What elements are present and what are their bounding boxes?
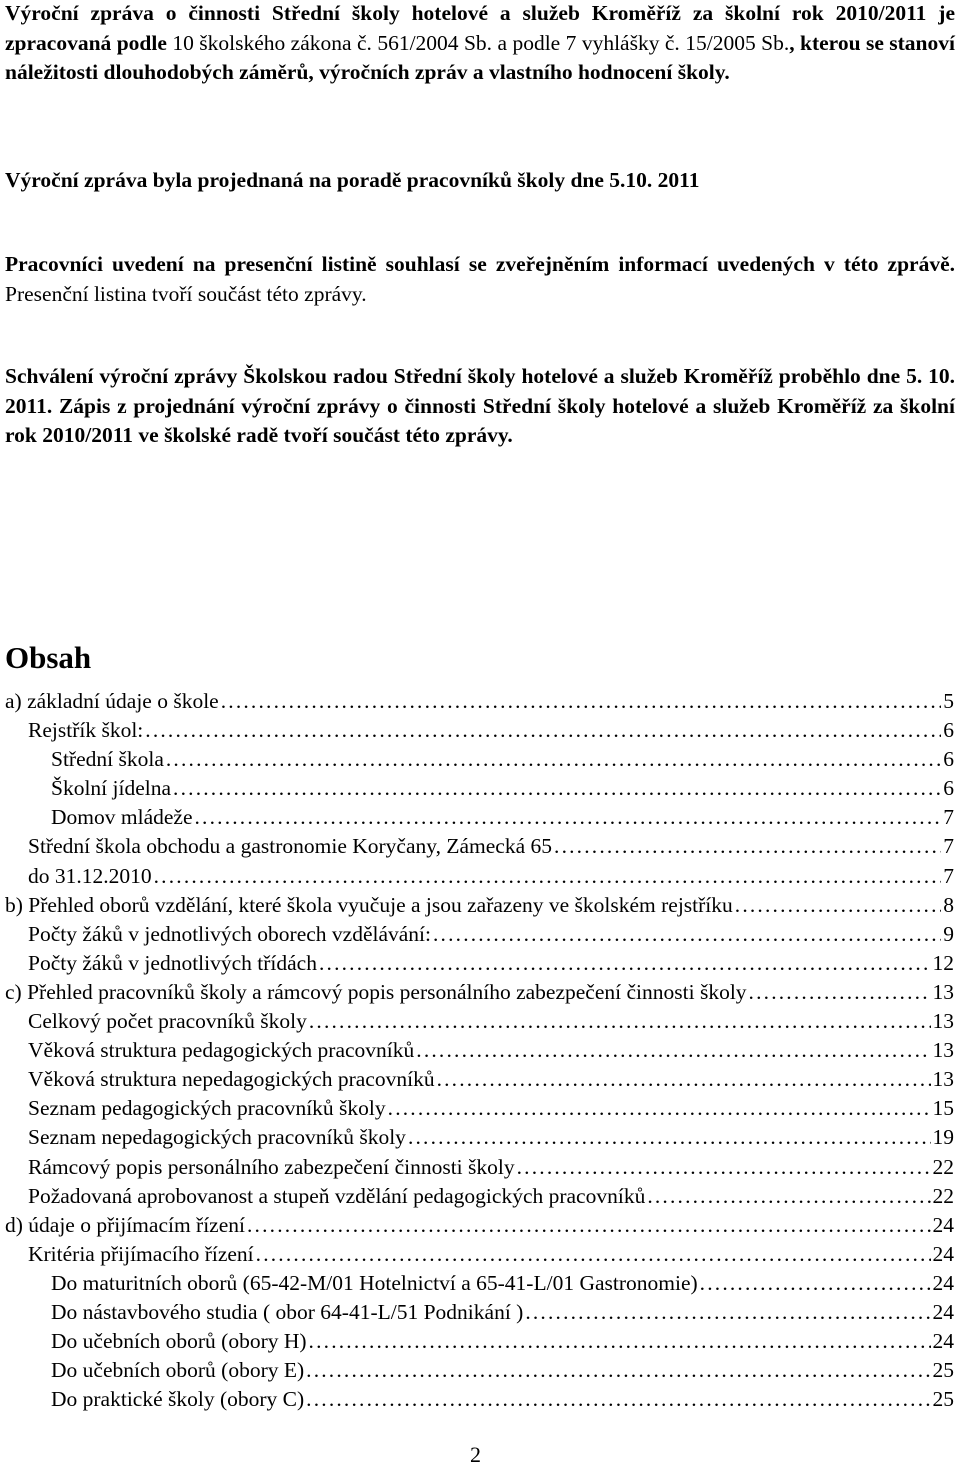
table-of-contents [5,687,954,1414]
toc-dot-leader [145,716,941,745]
toc-entry[interactable] [5,862,954,891]
toc-entry[interactable] [5,1036,954,1065]
toc-dot-leader [554,832,941,861]
toc-entry[interactable] [5,774,954,803]
toc-entry-page: 25 [932,1358,954,1383]
toc-entry[interactable] [5,920,954,949]
toc-entry-page: 9 [943,921,954,946]
toc-entry-title: Věková struktura nepedagogických pracovníků [28,1067,435,1092]
toc-entry[interactable] [5,716,954,745]
intro-text-4: , kterou se stanoví náležitosti dlouhodobých záměrů, výročních zpráv a vlastního hodnocení školy. [5,30,955,84]
toc-entry-title: Do praktické školy (obory C) [51,1387,305,1412]
workers-text-2: Presenční listina tvoří součást této zprávy. [5,281,367,306]
intro-text-2: 10 školského zákona č. 561/2004 Sb. a podle [166,30,566,55]
toc-entry-page: 7 [943,834,954,859]
toc-entry[interactable] [5,803,954,832]
toc-entry[interactable] [5,1153,954,1182]
toc-entry[interactable] [5,1269,954,1298]
toc-entry-title: do 31.12.2010 [28,863,152,888]
toc-entry[interactable] [5,949,954,978]
intro-paragraph [5,0,955,88]
toc-entry-page: 8 [943,892,954,917]
toc-entry[interactable] [5,1240,954,1269]
toc-entry[interactable] [5,1065,954,1094]
toc-dot-leader [309,1007,931,1036]
toc-entry-title: Seznam nepedagogických pracovníků školy [28,1125,406,1150]
toc-entry-title: Požadovaná aprobovanost a stupeň vzdělání pedagogických pracovníků [28,1183,646,1208]
toc-entry-title: Do učebních oborů (obory H) [51,1329,307,1354]
toc-entry-page: 22 [932,1183,954,1208]
toc-entry-page: 24 [932,1241,954,1266]
toc-entry[interactable] [5,1123,954,1152]
toc-entry[interactable] [5,1327,954,1356]
toc-entry-title: Počty žáků v jednotlivých oborech vzdělávání: [28,921,431,946]
toc-dot-leader [247,1211,931,1240]
toc-entry-title: b) Přehled oborů vzdělání, které škola vyučuje a jsou zařazeny ve školském rejstříku [5,892,733,917]
toc-dot-leader [433,920,941,949]
toc-dot-leader [647,1182,930,1211]
toc-entry-title: Rejstřík škol: [28,718,144,743]
toc-entry-page: 6 [943,776,954,801]
toc-entry-page: 15 [932,1096,954,1121]
toc-entry-page: 13 [932,1009,954,1034]
toc-entry[interactable] [5,1385,954,1414]
toc-entry-title: Do maturitních oborů (65-42-M/01 Hotelnictví a 65-41-L/01 Gastronomie) [51,1270,698,1295]
toc-entry[interactable] [5,687,954,716]
toc-dot-leader [517,1153,931,1182]
toc-entry-title: Domov mládeže [51,805,193,830]
discussion-paragraph: Výroční zpráva byla projednaná na poradě pracovníků školy dne 5.10. 2011 [5,168,700,192]
toc-dot-leader [221,687,942,716]
toc-heading: Obsah [5,640,92,675]
toc-entry-page: 7 [943,805,954,830]
toc-entry-page: 25 [932,1387,954,1412]
intro-text-1: Výroční zpráva o činnosti Střední školy hotelové a služeb Kroměříž za školní rok 2010/2011 je zpracovaná podle [5,1,955,55]
toc-entry-title: Střední škola [51,747,164,772]
toc-dot-leader [256,1240,931,1269]
toc-dot-leader [700,1269,931,1298]
toc-dot-leader [408,1123,931,1152]
toc-entry[interactable] [5,745,954,774]
toc-entry-title: Střední škola obchodu a gastronomie Koryčany, Zámecká 65 [28,834,553,859]
toc-dot-leader [525,1298,930,1327]
toc-entry-page: 6 [943,747,954,772]
toc-dot-leader [416,1036,930,1065]
toc-dot-leader [173,774,941,803]
toc-entry-page: 13 [932,1067,954,1092]
approval-paragraph: Schválení výroční zprávy Školskou radou Střední školy hotelové a služeb Kroměříž proběhlo dne 5. 10. 2011. Zápis z projednání výroční zprávy o činnosti Střední školy hotelové a služeb Kroměříž za školní rok 2010/2011 ve školské radě tvoří součást této zprávy. [5,364,955,447]
toc-dot-leader [388,1094,931,1123]
toc-dot-leader [735,891,941,920]
toc-dot-leader [749,978,931,1007]
toc-entry-title: Věková struktura pedagogických pracovníků [28,1038,415,1063]
toc-entry-page: 13 [932,1038,954,1063]
toc-entry-page: 24 [932,1270,954,1295]
toc-dot-leader [309,1327,931,1356]
toc-entry-title: c) Přehled pracovníků školy a rámcový popis personálního zabezpečení činnosti školy [5,979,747,1004]
toc-entry[interactable] [5,1007,954,1036]
toc-entry[interactable] [5,1211,954,1240]
toc-entry-page: 6 [943,718,954,743]
toc-dot-leader [319,949,931,978]
toc-entry-title: Školní jídelna [51,776,172,801]
toc-entry-title: Celkový počet pracovníků školy [28,1009,307,1034]
toc-entry-page: 24 [932,1212,954,1237]
toc-entry-title: Do učebních oborů (obory E) [51,1358,305,1383]
toc-entry-page: 13 [932,979,954,1004]
toc-entry-title: Do nástavbového studia ( obor 64-41-L/51 Podnikání ) [51,1299,524,1324]
toc-entry-page: 24 [932,1299,954,1324]
toc-entry-page: 7 [943,863,954,888]
toc-entry-page: 22 [932,1154,954,1179]
toc-dot-leader [306,1356,930,1385]
toc-entry-title: Rámcový popis personálního zabezpečení činnosti školy [28,1154,515,1179]
toc-entry[interactable] [5,1182,954,1211]
toc-entry-title: Seznam pedagogických pracovníků školy [28,1096,386,1121]
toc-entry[interactable] [5,1356,954,1385]
toc-entry-page: 19 [932,1125,954,1150]
toc-entry[interactable] [5,1094,954,1123]
workers-text-1: Pracovníci uvedení na presenční listině souhlasí se zveřejněním informací uvedených v této zprávě. [5,252,955,276]
toc-entry-page: 24 [932,1329,954,1354]
toc-entry[interactable] [5,978,954,1007]
toc-dot-leader [195,803,942,832]
toc-entry-title: d) údaje o přijímacím řízení [5,1212,245,1237]
toc-entry-title: Kritéria přijímacího řízení [28,1241,254,1266]
toc-dot-leader [437,1065,931,1094]
toc-entry-page: 5 [943,689,954,713]
toc-dot-leader [166,745,941,774]
page-number: 2 [470,1442,481,1467]
toc-dot-leader [154,862,942,891]
toc-entry-title: a) základní údaje o škole [5,689,219,713]
toc-entry[interactable] [5,1298,954,1327]
toc-dot-leader [306,1385,930,1414]
toc-entry[interactable] [5,891,954,920]
toc-entry[interactable] [5,832,954,861]
workers-paragraph [5,250,955,309]
toc-entry-page: 12 [932,950,954,975]
toc-entry-title: Počty žáků v jednotlivých třídách [28,950,317,975]
intro-text-3: 7 vyhlášky č. 15/2005 Sb. [565,30,790,55]
